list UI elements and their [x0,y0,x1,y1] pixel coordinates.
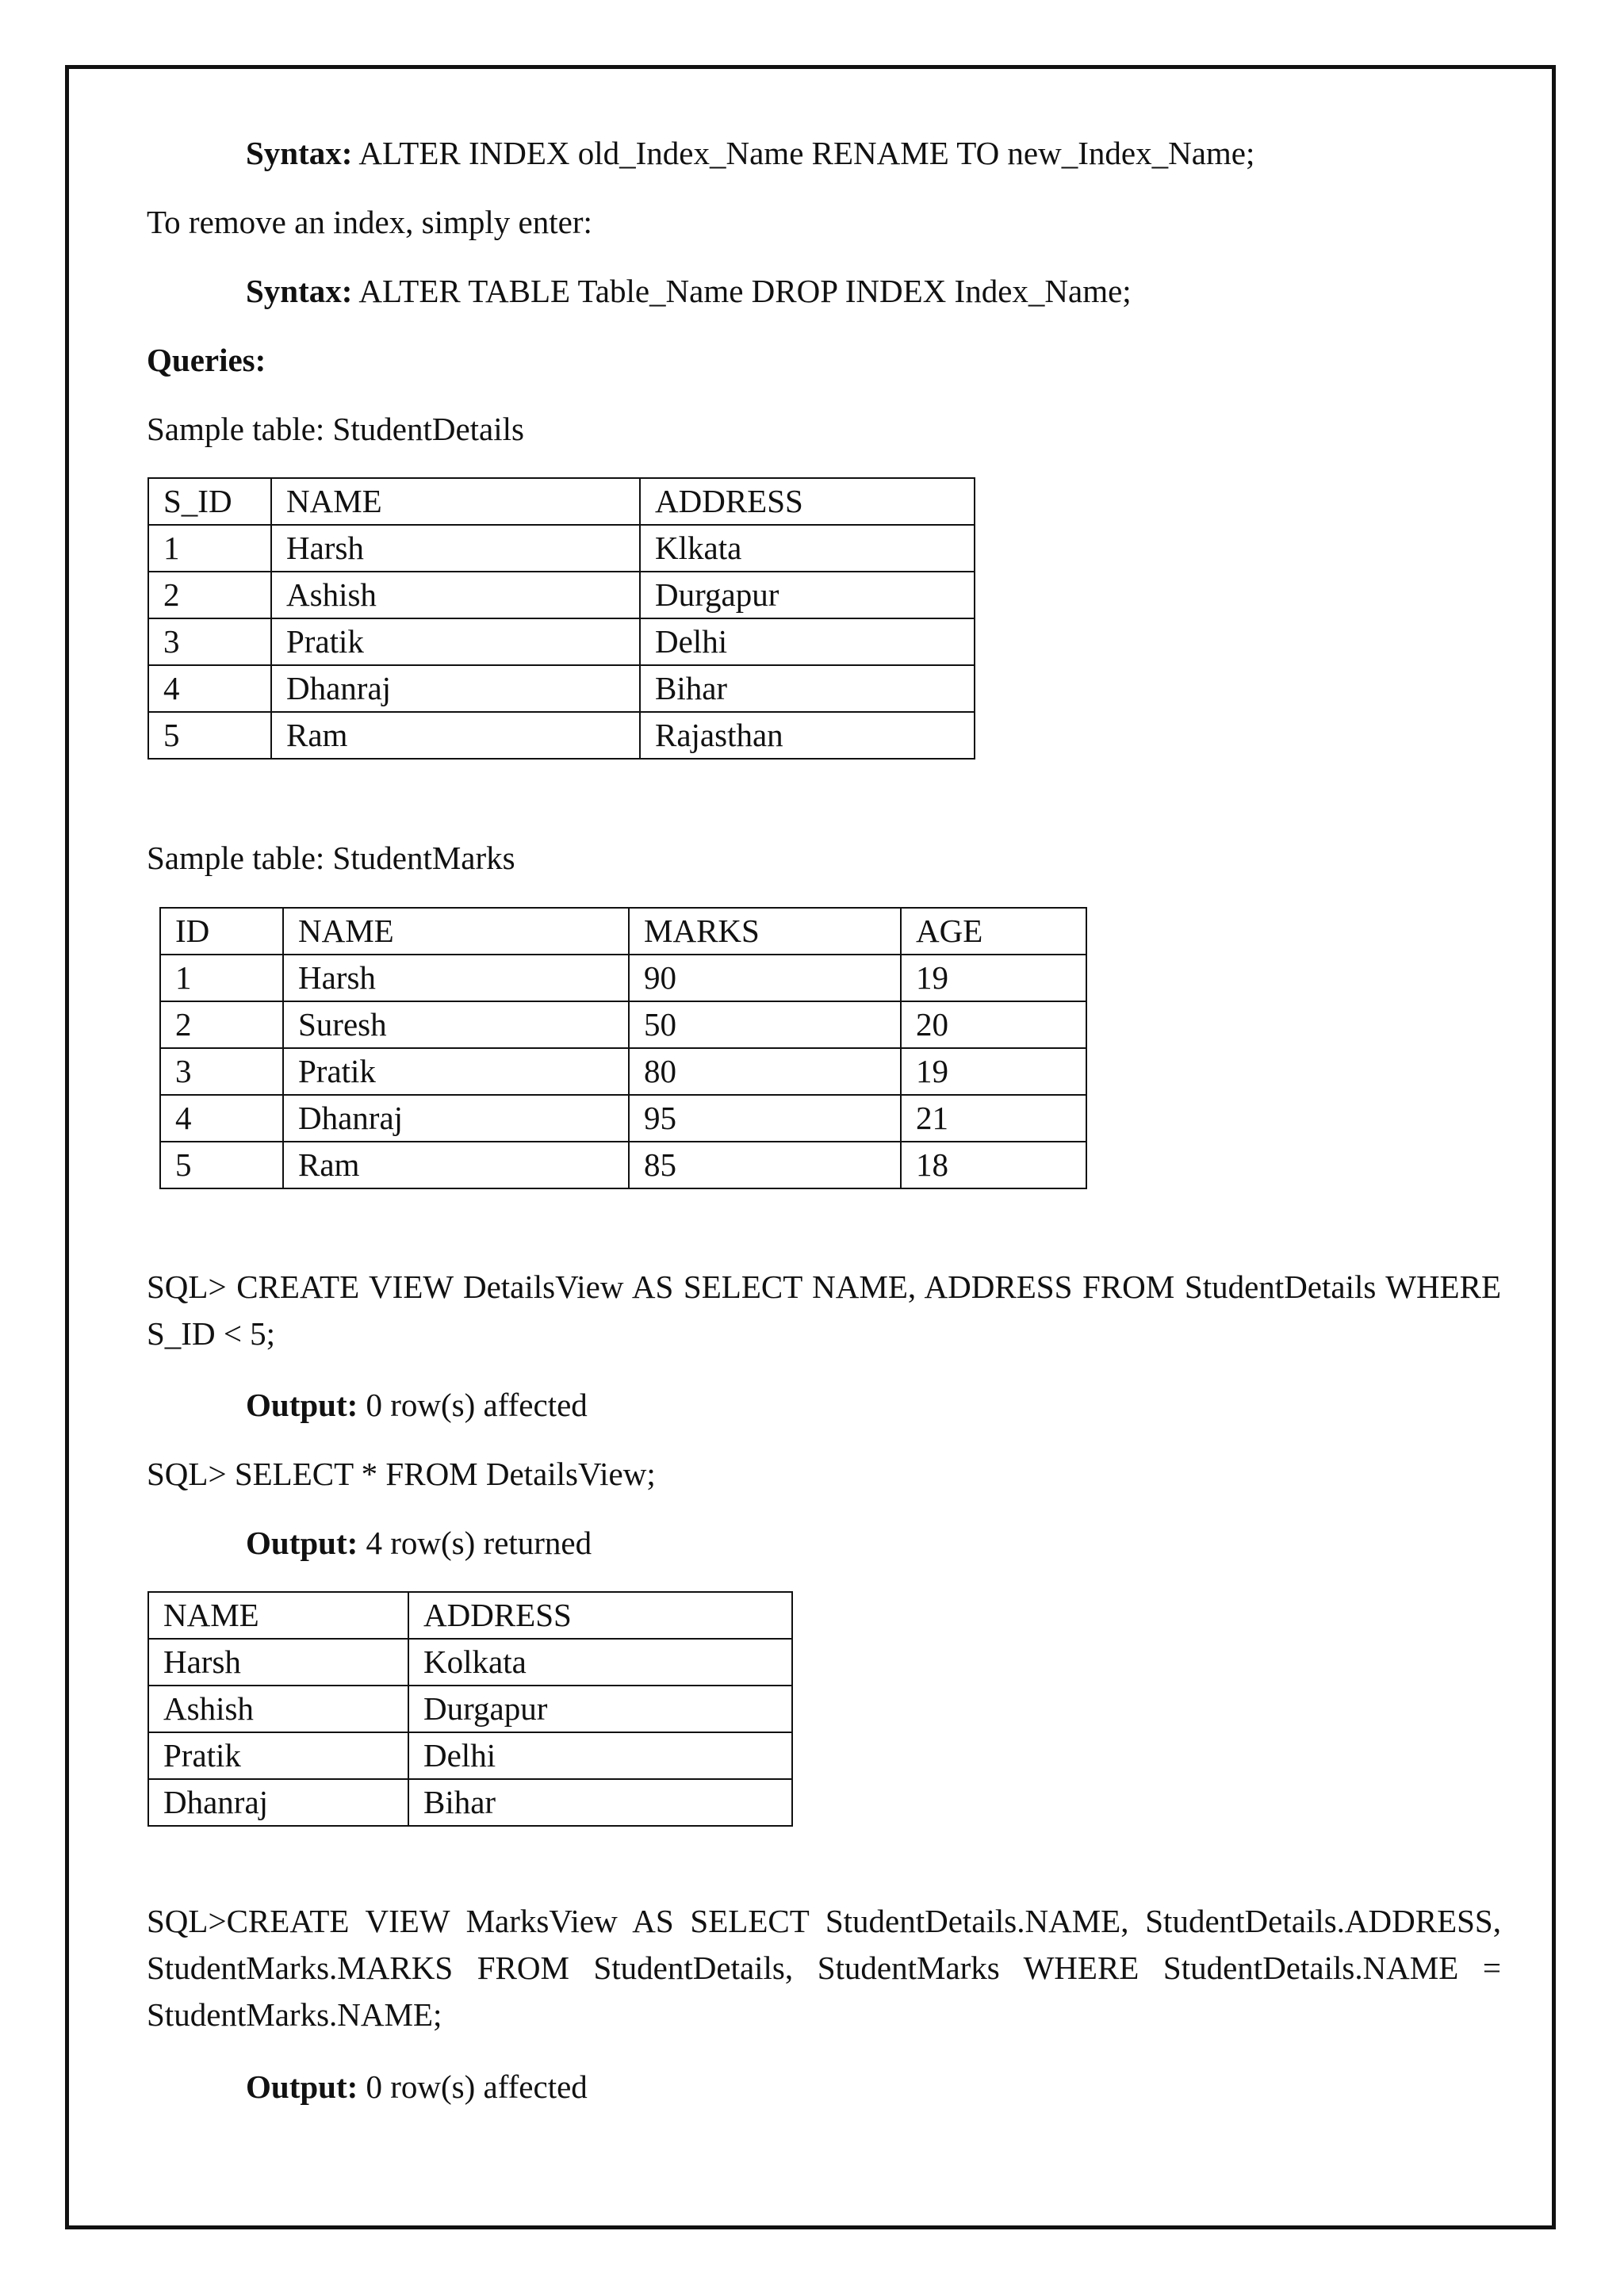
table-row [148,1779,792,1826]
table-cell: Ram [271,712,640,759]
table-cell: Harsh [271,525,640,572]
table-row [148,572,975,618]
table-cell: 4 [160,1095,283,1142]
table-cell: 95 [629,1095,901,1142]
table-cell: 50 [629,1001,901,1048]
table-cell: 2 [160,1001,283,1048]
table-cell: Dhanraj [148,1779,408,1826]
table-cell: 20 [901,1001,1086,1048]
table-cell: 1 [160,955,283,1001]
table-row [160,1095,1086,1142]
table-cell: Pratik [148,1732,408,1779]
table-cell: Kolkata [408,1639,792,1686]
table-row [148,525,975,572]
table-header-cell: AGE [901,908,1086,955]
table-cell: Dhanraj [271,665,640,712]
table-cell: Klkata [640,525,975,572]
table-cell: Ram [283,1142,629,1188]
table-cell: 21 [901,1095,1086,1142]
table-row [148,1639,792,1686]
student-marks-table [159,907,1087,1189]
table-row [148,1686,792,1732]
student-details-caption: Sample table: StudentDetails [147,411,524,447]
table-row [160,1048,1086,1095]
table-cell: Pratik [283,1048,629,1095]
table-header-cell: ADDRESS [408,1592,792,1639]
table-cell: 5 [148,712,271,759]
table-cell: Bihar [408,1779,792,1826]
output-text: 4 row(s) returned [358,1525,592,1561]
syntax-label: Syntax: [246,135,353,171]
table-header-cell: MARKS [629,908,901,955]
table-header-row [160,908,1086,955]
table-cell: Rajasthan [640,712,975,759]
table-header-cell: ID [160,908,283,955]
table-cell: Delhi [640,618,975,665]
remove-index-text: To remove an index, simply enter: [147,204,592,240]
table-cell: Pratik [271,618,640,665]
table-cell: 1 [148,525,271,572]
drop-syntax-line [246,271,1132,311]
table-row [148,712,975,759]
table-cell: Suresh [283,1001,629,1048]
table-cell: Harsh [283,955,629,1001]
student-details-table [147,477,975,760]
table-header-cell: NAME [148,1592,408,1639]
table-cell: 19 [901,955,1086,1001]
student-marks-caption: Sample table: StudentMarks [147,840,515,876]
table-cell: Harsh [148,1639,408,1686]
table-row [148,665,975,712]
table-cell: Bihar [640,665,975,712]
table-row [160,1001,1086,1048]
table-header-cell: NAME [271,478,640,525]
queries-heading [147,340,266,380]
rename-syntax-text: ALTER INDEX old_Index_Name RENAME TO new_Index_Name; [352,135,1255,171]
table-row [148,618,975,665]
queries-heading-text: Queries: [147,342,266,378]
output-label: Output: [246,1525,358,1561]
table-cell: Ashish [148,1686,408,1732]
table-cell: 3 [148,618,271,665]
drop-syntax-text: ALTER TABLE Table_Name DROP INDEX Index_Name; [352,273,1132,309]
table-cell: 4 [148,665,271,712]
output-label: Output: [246,2068,358,2105]
table-row [160,1142,1086,1188]
syntax-label: Syntax: [246,273,353,309]
table-header-cell: NAME [283,908,629,955]
table-row [160,955,1086,1001]
table-header-row [148,478,975,525]
query2-sql: SQL> SELECT * FROM DetailsView; [147,1456,656,1492]
output-text: 0 row(s) affected [358,2068,588,2105]
query3-sql: SQL>CREATE VIEW MarksView AS SELECT StudentDetails.NAME, StudentDetails.ADDRESS, StudentMarks.MARKS FROM StudentDetails, StudentMarks WHERE StudentDetails.NAME = StudentMarks.NAME; [147,1903,1501,2033]
table-cell: 80 [629,1048,901,1095]
table-header-cell: S_ID [148,478,271,525]
table-cell: Delhi [408,1732,792,1779]
table-cell: Ashish [271,572,640,618]
details-view-table [147,1591,793,1827]
table-cell: 18 [901,1142,1086,1188]
output-label: Output: [246,1387,358,1423]
table-cell: Dhanraj [283,1095,629,1142]
query1-sql: SQL> CREATE VIEW DetailsView AS SELECT NAME, ADDRESS FROM StudentDetails WHERE S_ID < 5; [147,1269,1501,1352]
query2-output [246,1523,592,1563]
table-header-cell: ADDRESS [640,478,975,525]
table-cell: Durgapur [640,572,975,618]
table-cell: 2 [148,572,271,618]
table-cell: 19 [901,1048,1086,1095]
table-cell: 3 [160,1048,283,1095]
output-text: 0 row(s) affected [358,1387,588,1423]
rename-syntax-line [246,133,1254,173]
table-header-row [148,1592,792,1639]
table-cell: Durgapur [408,1686,792,1732]
table-row [148,1732,792,1779]
table-cell: 85 [629,1142,901,1188]
table-cell: 5 [160,1142,283,1188]
query3-output [246,2067,588,2107]
query1-output [246,1385,588,1425]
table-cell: 90 [629,955,901,1001]
